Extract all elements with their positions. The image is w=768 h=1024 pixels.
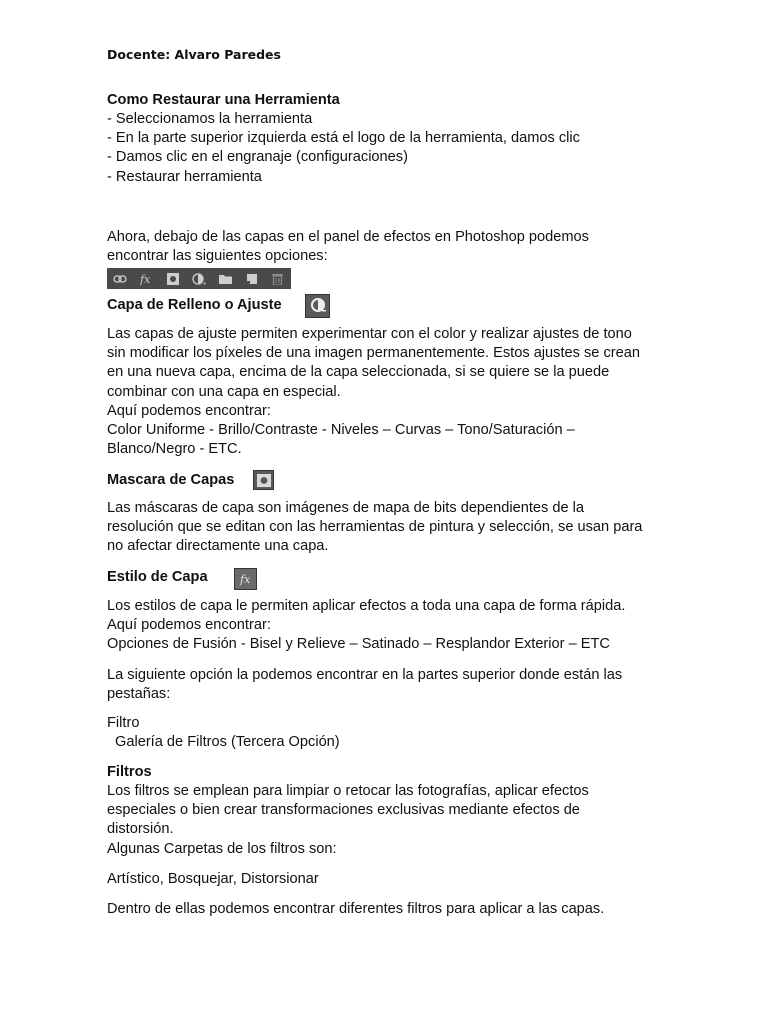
link-icon bbox=[113, 272, 127, 286]
svg-text:fx: fx bbox=[239, 573, 250, 586]
mask-title: Mascara de Capas bbox=[107, 472, 235, 488]
mask-icon bbox=[166, 272, 180, 286]
svg-text:fx: fx bbox=[140, 272, 151, 285]
filter-menu-label: Filtro bbox=[107, 715, 140, 731]
adjust-line: Color Uniforme - Brillo/Contraste - Niveles – Curvas – Tono/Saturación – bbox=[107, 422, 575, 438]
mask-line: no afectar directamente una capa. bbox=[107, 538, 329, 554]
adjust-line: Las capas de ajuste permiten experimentar con el color y realizar ajustes de tono bbox=[107, 326, 632, 342]
filters-folders: Artístico, Bosquejar, Distorsionar bbox=[107, 871, 319, 887]
filter-gallery-label: Galería de Filtros (Tercera Opción) bbox=[115, 734, 340, 750]
folder-icon bbox=[218, 272, 232, 286]
adjust-line: sin modificar los píxeles de una imagen permanentemente. Estos ajustes se crean bbox=[107, 345, 640, 361]
layer-mask-icon bbox=[253, 470, 274, 490]
style-line: Opciones de Fusión - Bisel y Relieve – Satinado – Resplandor Exterior – ETC bbox=[107, 636, 610, 652]
tabs-line: pestañas: bbox=[107, 686, 171, 702]
intro-line: encontrar las siguientes opciones: bbox=[107, 248, 328, 264]
adjust-line: combinar con una capa en especial. bbox=[107, 384, 341, 400]
adjust-line: en una nueva capa, encima de la capa seleccionada, si se quiere se la puede bbox=[107, 364, 610, 380]
adjust-title: Capa de Relleno o Ajuste bbox=[107, 297, 282, 313]
style-line: Aquí podemos encontrar: bbox=[107, 617, 271, 633]
mask-line: Las máscaras de capa son imágenes de mapa de bits dependientes de la bbox=[107, 500, 585, 516]
mask-line: resolución que se editan con las herramientas de pintura y selección, se usan para bbox=[107, 519, 643, 535]
filters-line: distorsión. bbox=[107, 821, 174, 837]
restore-step: - En la parte superior izquierda está el logo de la herramienta, damos clic bbox=[107, 130, 580, 146]
adjustment-layer-icon bbox=[305, 294, 330, 318]
restore-step: - Restaurar herramienta bbox=[107, 169, 262, 185]
intro-line: Ahora, debajo de las capas en el panel de efectos en Photoshop podemos bbox=[107, 229, 589, 245]
layers-panel-toolbar bbox=[107, 268, 291, 289]
teacher-header: Docente: Alvaro Paredes bbox=[107, 47, 281, 62]
filters-line: especiales o bien crear transformaciones exclusivas mediante efectos de bbox=[107, 802, 580, 818]
adjust-line: Blanco/Negro - ETC. bbox=[107, 441, 242, 457]
filters-closing: Dentro de ellas podemos encontrar diferentes filtros para aplicar a las capas. bbox=[107, 901, 605, 917]
adjustment-icon bbox=[192, 272, 206, 286]
restore-step: - Damos clic en el engranaje (configuraciones) bbox=[107, 149, 408, 165]
adjust-line: Aquí podemos encontrar: bbox=[107, 403, 271, 419]
filters-line: Los filtros se emplean para limpiar o retocar las fotografías, aplicar efectos bbox=[107, 783, 589, 799]
restore-title: Como Restaurar una Herramienta bbox=[107, 92, 340, 108]
filters-title: Filtros bbox=[107, 764, 152, 780]
filters-line: Algunas Carpetas de los filtros son: bbox=[107, 841, 337, 857]
style-title: Estilo de Capa bbox=[107, 569, 208, 585]
new-layer-icon bbox=[245, 272, 259, 286]
layer-style-fx-icon bbox=[234, 568, 257, 590]
style-line: Los estilos de capa le permiten aplicar efectos a toda una capa de forma rápida. bbox=[107, 598, 626, 614]
tabs-line: La siguiente opción la podemos encontrar en la partes superior donde están las bbox=[107, 667, 623, 683]
restore-step: - Seleccionamos la herramienta bbox=[107, 111, 313, 127]
trash-icon bbox=[271, 272, 285, 286]
fx-icon bbox=[139, 272, 153, 286]
